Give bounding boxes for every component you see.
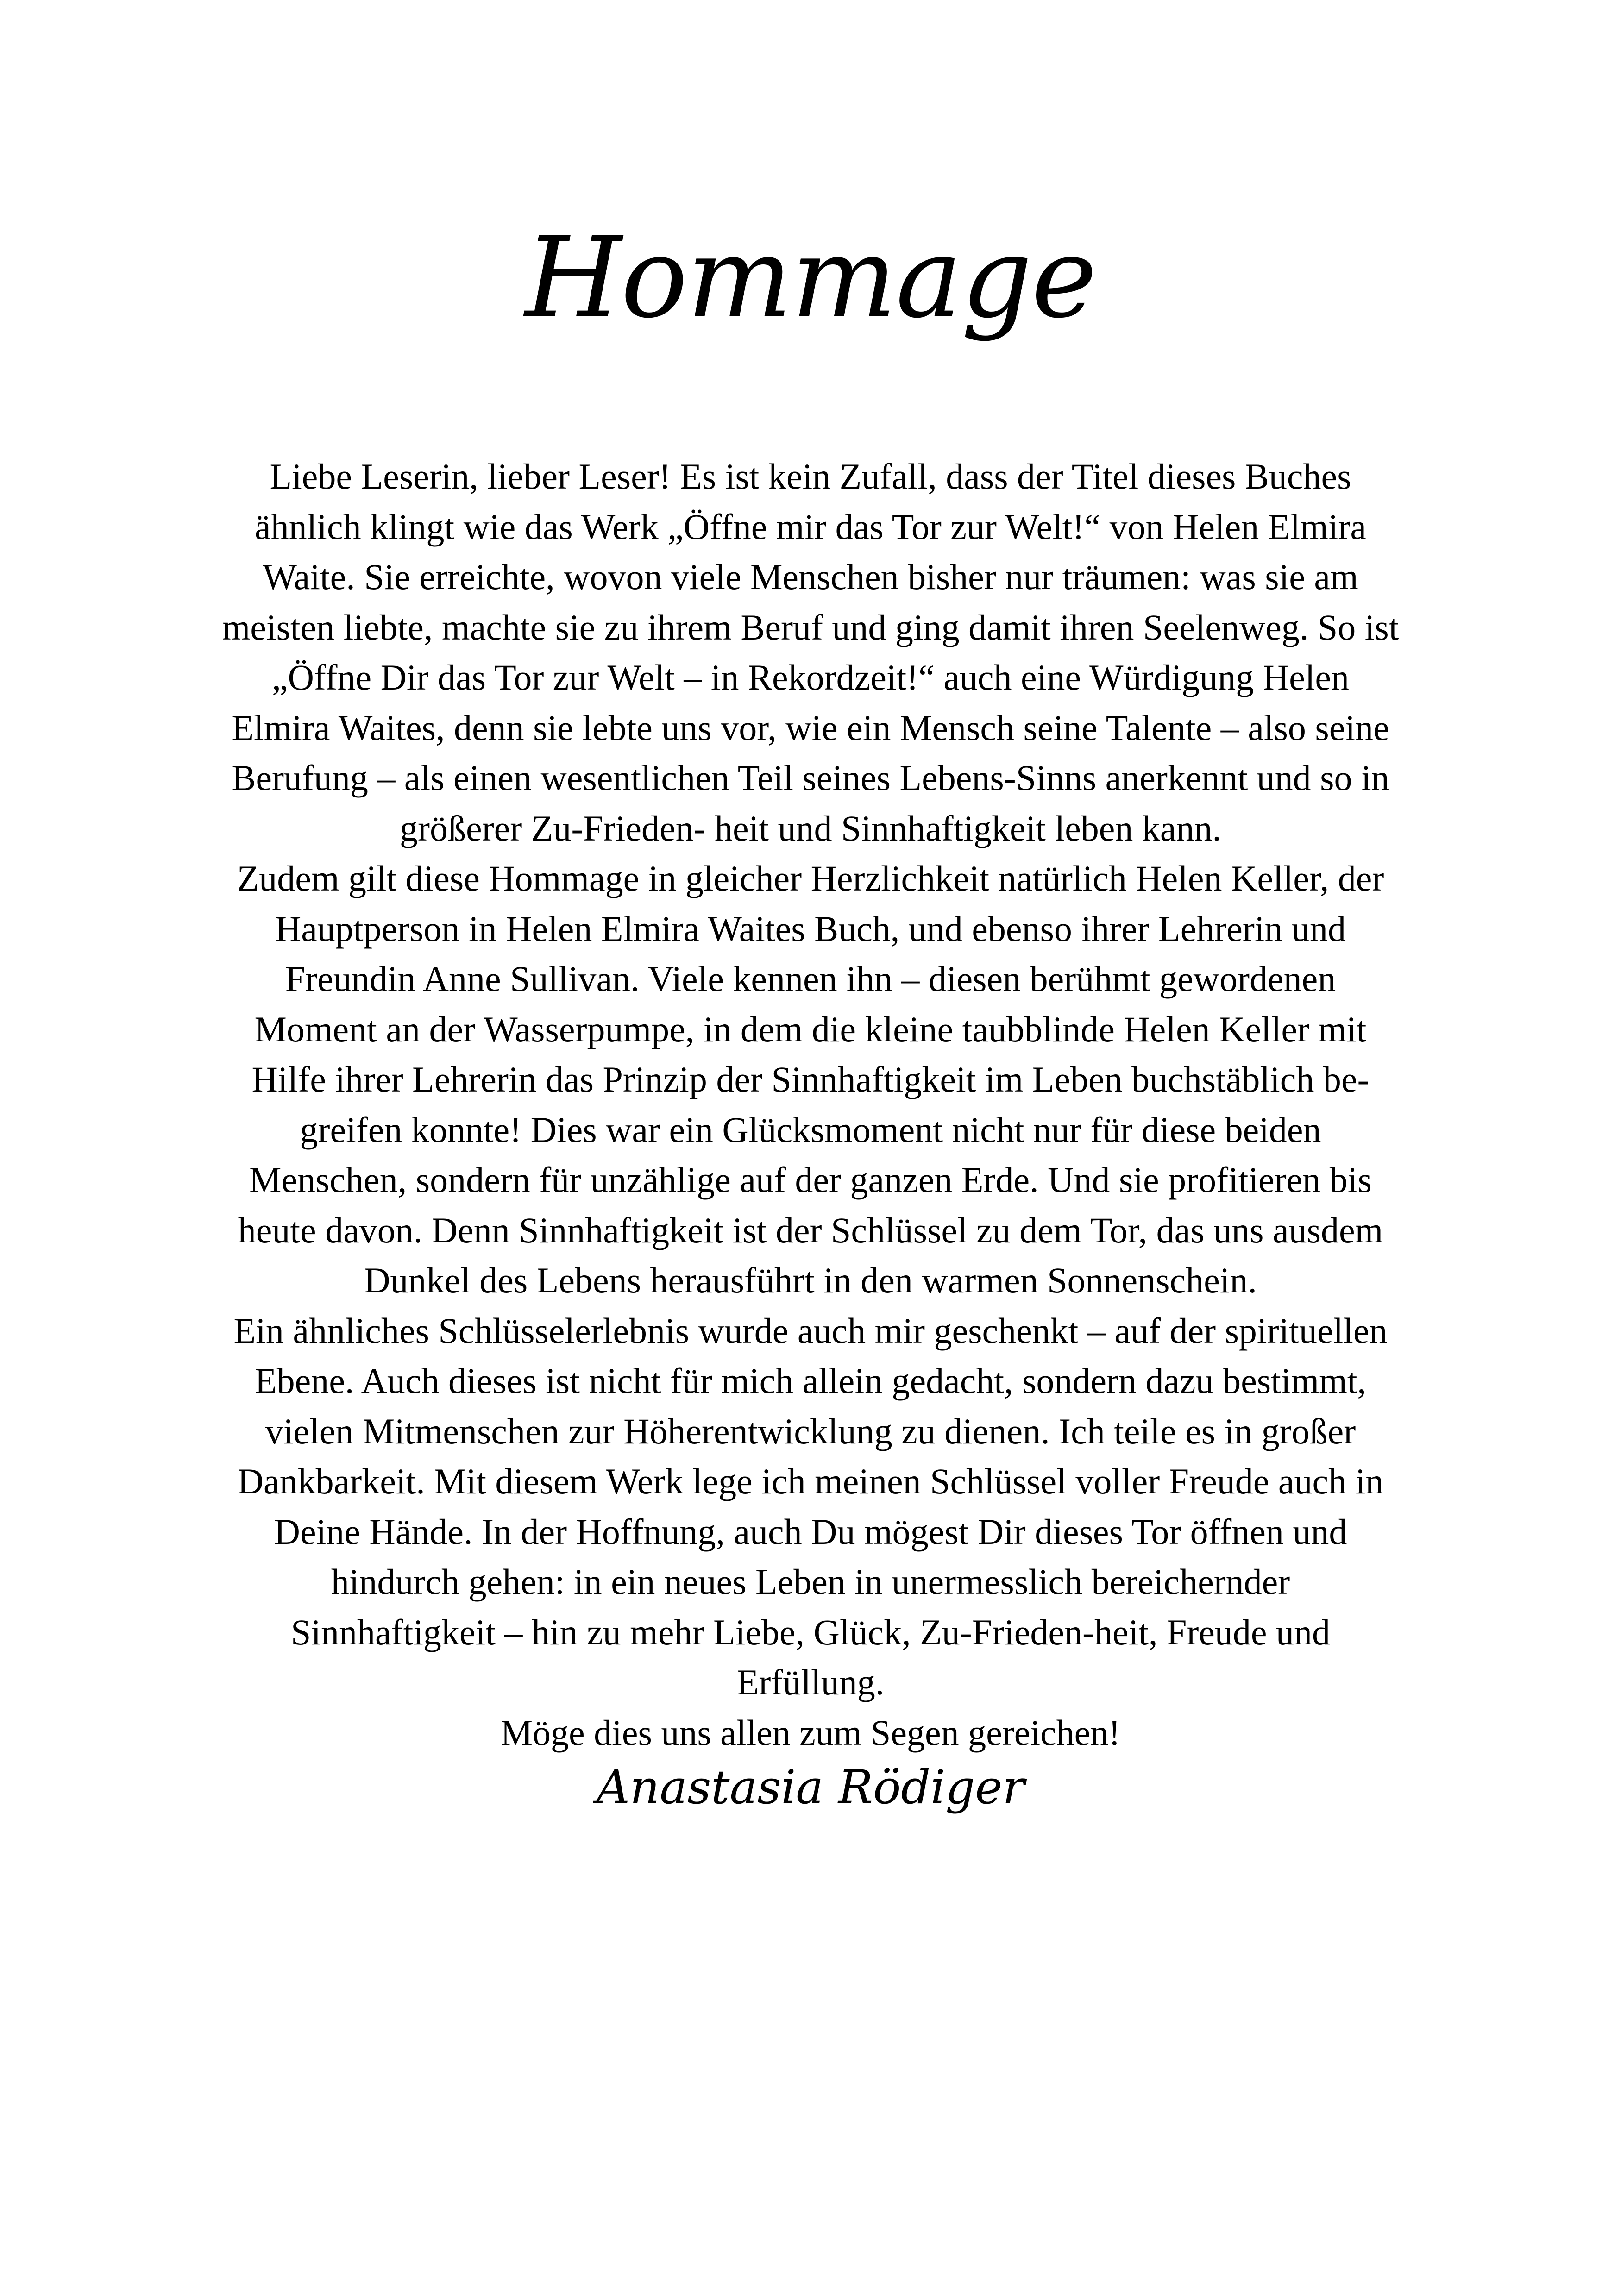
- text-line: Dunkel des Lebens herausführt in den warmen Sonnenschein.: [364, 1260, 1257, 1300]
- text-line: Menschen, sondern für unzählige auf der ganzen Erde. Und sie profitieren bis: [249, 1160, 1372, 1200]
- text-line: Ebene. Auch dieses ist nicht für mich allein gedacht, sondern dazu bestimmt,: [254, 1361, 1367, 1401]
- text-line: Hauptperson in Helen Elmira Waites Buch, und ebenso ihrer Lehrerin und: [275, 908, 1346, 949]
- text-line: Dankbarkeit. Mit diesem Werk lege ich meinen Schlüssel voller Freude auch in: [237, 1461, 1384, 1501]
- text-line: Berufung – als einen wesentlichen Teil seines Lebens-Sinns anerkennt und so in: [232, 758, 1389, 798]
- text-line: Moment an der Wasserpumpe, in dem die kleine taubblinde Helen Keller mit: [254, 1009, 1367, 1049]
- closing-line: Möge dies uns allen zum Segen gereichen!: [500, 1712, 1121, 1753]
- text-line: Zudem gilt diese Hommage in gleicher Herzlichkeit natürlich Helen Keller, der: [237, 858, 1384, 898]
- text-line: Freundin Anne Sullivan. Viele kennen ihn – diesen berühmt gewordenen: [285, 959, 1336, 999]
- text-line: Elmira Waites, denn sie lebte uns vor, wie ein Mensch seine Talente – also seine: [232, 707, 1389, 748]
- text-line: Ein ähnliches Schlüsselerlebnis wurde auch mir geschenkt – auf der spirituellen: [233, 1310, 1388, 1351]
- text-line: Deine Hände. In der Hoffnung, auch Du mögest Dir dieses Tor öffnen und: [274, 1511, 1347, 1552]
- text-line: „Öffne Dir das Tor zur Welt – in Rekordzeit!“ auch eine Würdigung Helen: [271, 657, 1350, 697]
- text-line: vielen Mitmenschen zur Höherentwicklung zu dienen. Ich teile es in großer: [265, 1411, 1356, 1451]
- text-line: Sinnhaftigkeit – hin zu mehr Liebe, Glück, Zu-Frieden-heit, Freude und: [290, 1612, 1331, 1652]
- text-line: hindurch gehen: in ein neues Leben in unermesslich bereichernder: [331, 1562, 1290, 1602]
- text-line: ähnlich klingt wie das Werk „Öffne mir das Tor zur Welt!“ von Helen Elmira: [254, 506, 1367, 547]
- text-line: größerer Zu-Frieden- heit und Sinnhaftigkeit leben kann.: [400, 808, 1221, 848]
- text-line: Hilfe ihrer Lehrerin das Prinzip der Sinnhaftigkeit im Leben buchstäblich be-: [251, 1059, 1370, 1099]
- author-signature: Anastasia Rödiger: [596, 1760, 1025, 1814]
- page-title: Hommage: [525, 213, 1096, 343]
- text-line: greifen konnte! Dies war ein Glücksmoment nicht nur für diese beiden: [300, 1109, 1321, 1150]
- text-line: Erfüllung.: [736, 1662, 885, 1702]
- text-line: meisten liebte, machte sie zu ihrem Beruf und ging damit ihren Seelenweg. So ist: [222, 607, 1399, 647]
- hommage-text: [195, 452, 1426, 1758]
- text-line: Waite. Sie erreichte, wovon viele Menschen bisher nur träumen: was sie am: [263, 557, 1358, 597]
- text-line: Liebe Leserin, lieber Leser! Es ist kein Zufall, dass der Titel dieses Buches: [270, 456, 1351, 496]
- text-line: heute davon. Denn Sinnhaftigkeit ist der Schlüssel zu dem Tor, das uns ausdem: [238, 1210, 1383, 1250]
